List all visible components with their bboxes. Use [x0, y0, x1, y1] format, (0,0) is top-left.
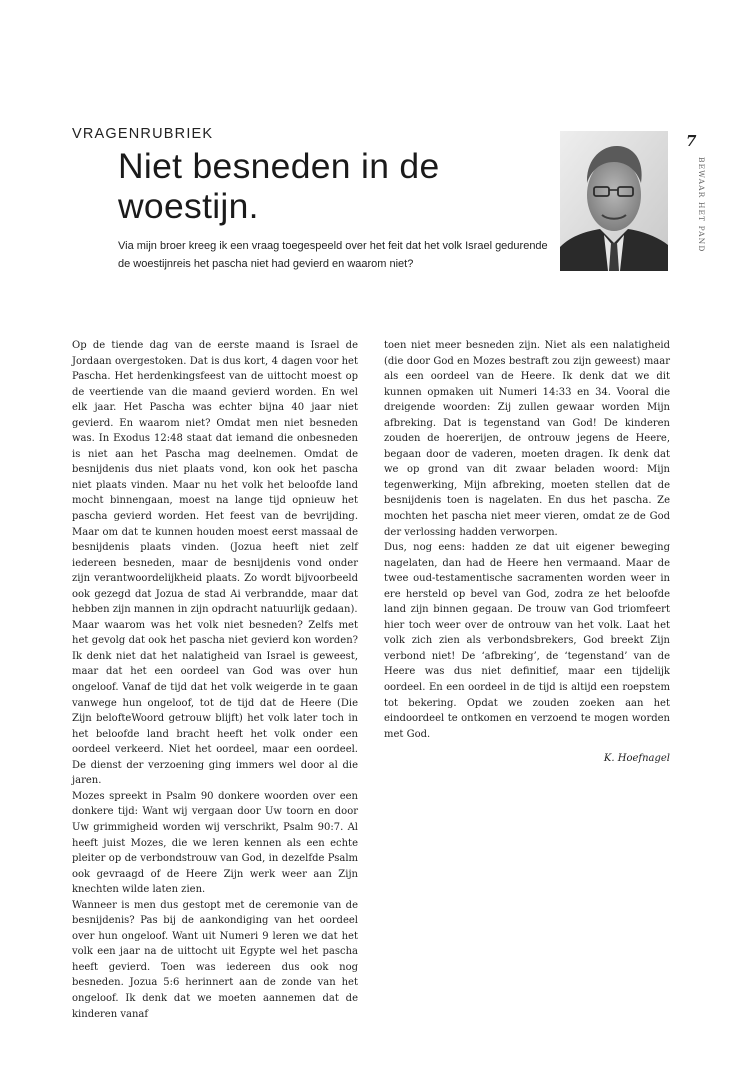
- body-paragraph: Mozes spreekt in Psalm 90 donkere woorden over een donkere tijd: Want wij vergaan door Uw toorn en door Uw grimmigheid worden wij verschrikt, Psalm 90:7. Al heeft juist Mozes, die we leren kennen als een echte pleiter op de verbondstrouw van God, in dezelfde Psalm ook gevraagd of de Heere Zijn werk weer aan Zijn knechten wilde laten zien.: [72, 790, 358, 896]
- body-paragraph: Maar waarom was het volk niet besneden? Zelfs met het gevolg dat ook het pascha niet gevierd kon worden? Ik denk niet dat het nalatigheid van Israel is geweest, maar dat het een oordeel van God was over hun ongeloof. Vanaf de tijd dat het volk weigerde in te gaan vanwege hun ongeloof, tot de tijd dat de Heere (Die Zijn belofteWoord getrouw blijft) het volk later toch in het beloofde land bracht heeft het volk onder een oordeel verkeerd. Niet het oordeel, maar een oordeel. De dienst der verzoening ging immers wel door al die jaren.: [72, 619, 358, 787]
- body-paragraph: toen niet meer besneden zijn. Niet als een nalatigheid (die door God en Mozes bestraft zou zijn geweest) maar als een oordeel van de Heere. Ik denk dat we dit kunnen opmaken uit Numeri 14:33 en 34. Vooral die dreigende woorden: Zij zullen gewaar worden Mijn afbreking. Dat is tegenstand van God! De kinderen zouden de hoererijen, de ontrouw jegens de Heere, begaan door de vaderen, moeten dragen. Ik denk dat we op grond van dit zwaar beladen woord: Mijn tegenwerking, Mijn afbreking, moeten stellen dat de besnijdenis toen is nagelaten. En dus het pascha. Ze mochten het pascha niet meer vieren, omdat ze de God der verlossing hadden verworpen.: [384, 340, 670, 538]
- author-portrait: [560, 131, 668, 271]
- author-signature: K. Hoefnagel: [603, 753, 670, 765]
- article-intro: Via mijn broer kreeg ik een vraag toegespeeld over het feit dat het volk Israel gedurende de woestijnreis het pascha niet had gevierd en waarom niet?: [118, 240, 548, 270]
- publication-spine-label: BEWAAR HET PAND: [697, 157, 706, 253]
- body-paragraph: Wanneer is men dus gestopt met de ceremonie van de besnijdenis? Pas bij de aankondiging van het oordeel over hun ongeloof. Want uit Numeri 9 leren we dat het volk een jaar na de uittocht uit Egypte wel het pascha heeft gevierd. Toen was iedereen dus ook nog besneden. Jozua 5:6 herinnert aan de zonde van het ongeloof. Ik denk dat we moeten aannemen dat de kinderen vanaf: [72, 899, 358, 1020]
- article-title: Niet besneden in de woestijn.: [118, 146, 440, 226]
- article-column-left: [72, 338, 358, 1022]
- body-paragraph: Op de tiende dag van de eerste maand is Israel de Jordaan overgestoken. Dat is dus kort, 4 dagen voor het Pascha. Het herdenkingsfeest van de uittocht moest op de veertiende van die maand gevierd worden. En wel elk jaar. Het Pascha was echter bijna 40 jaar niet gevierd. En waarom niet? Omdat men niet besneden was. In Exodus 12:48 staat dat iemand die onbesneden is niet aan het Pascha mag deelnemen. Omdat de besnijdenis dus niet plaats vond, kon ook het pascha niet plaats vinden. Maar nu het volk het beloofde land mocht binnengaan, moest na lange tijd opnieuw het pascha gevierd worden. Het feest van de bevrijding. Maar om dat te kunnen houden moest eerst massaal de besnijdenis plaats vinden. (Jozua heeft niet zelf iedereen besneden, maar de besnijdenis vond onder zijn verantwoordelijkheid plaats. Zo wordt bijvoorbeeld ook gezegd dat Jozua de stad Ai verbrandde, maar dat hebben zijn mannen in zijn opdracht natuurlijk gedaan).: [72, 340, 358, 616]
- section-kicker: VRAGENRUBRIEK: [72, 126, 214, 142]
- page-number: 7: [686, 132, 697, 150]
- article-column-right: [384, 338, 670, 767]
- body-paragraph: Dus, nog eens: hadden ze dat uit eigener beweging nagelaten, dan had de Heere hen vermaand. Maar de twee oud-testamentische sacramenten worden weer in ere hersteld op bevel van God, zodra ze het beloofde land zijn binnen gegaan. De trouw van God triomfeert hier toch weer over de ontrouw van het volk. Laat het volk zich zien als verbondsbrekers, God breekt Zijn verbond niet! De ‘afbreking’, de ‘tegenstand’ van de Heere was dus niet definitief, maar een tijdelijk oordeel. En een oordeel in de tijd is altijd een roepstem tot bekering. Opdat we zouden zoeken aan het eindoordeel te ontkomen en verzoend te mogen worden met God.: [384, 542, 670, 740]
